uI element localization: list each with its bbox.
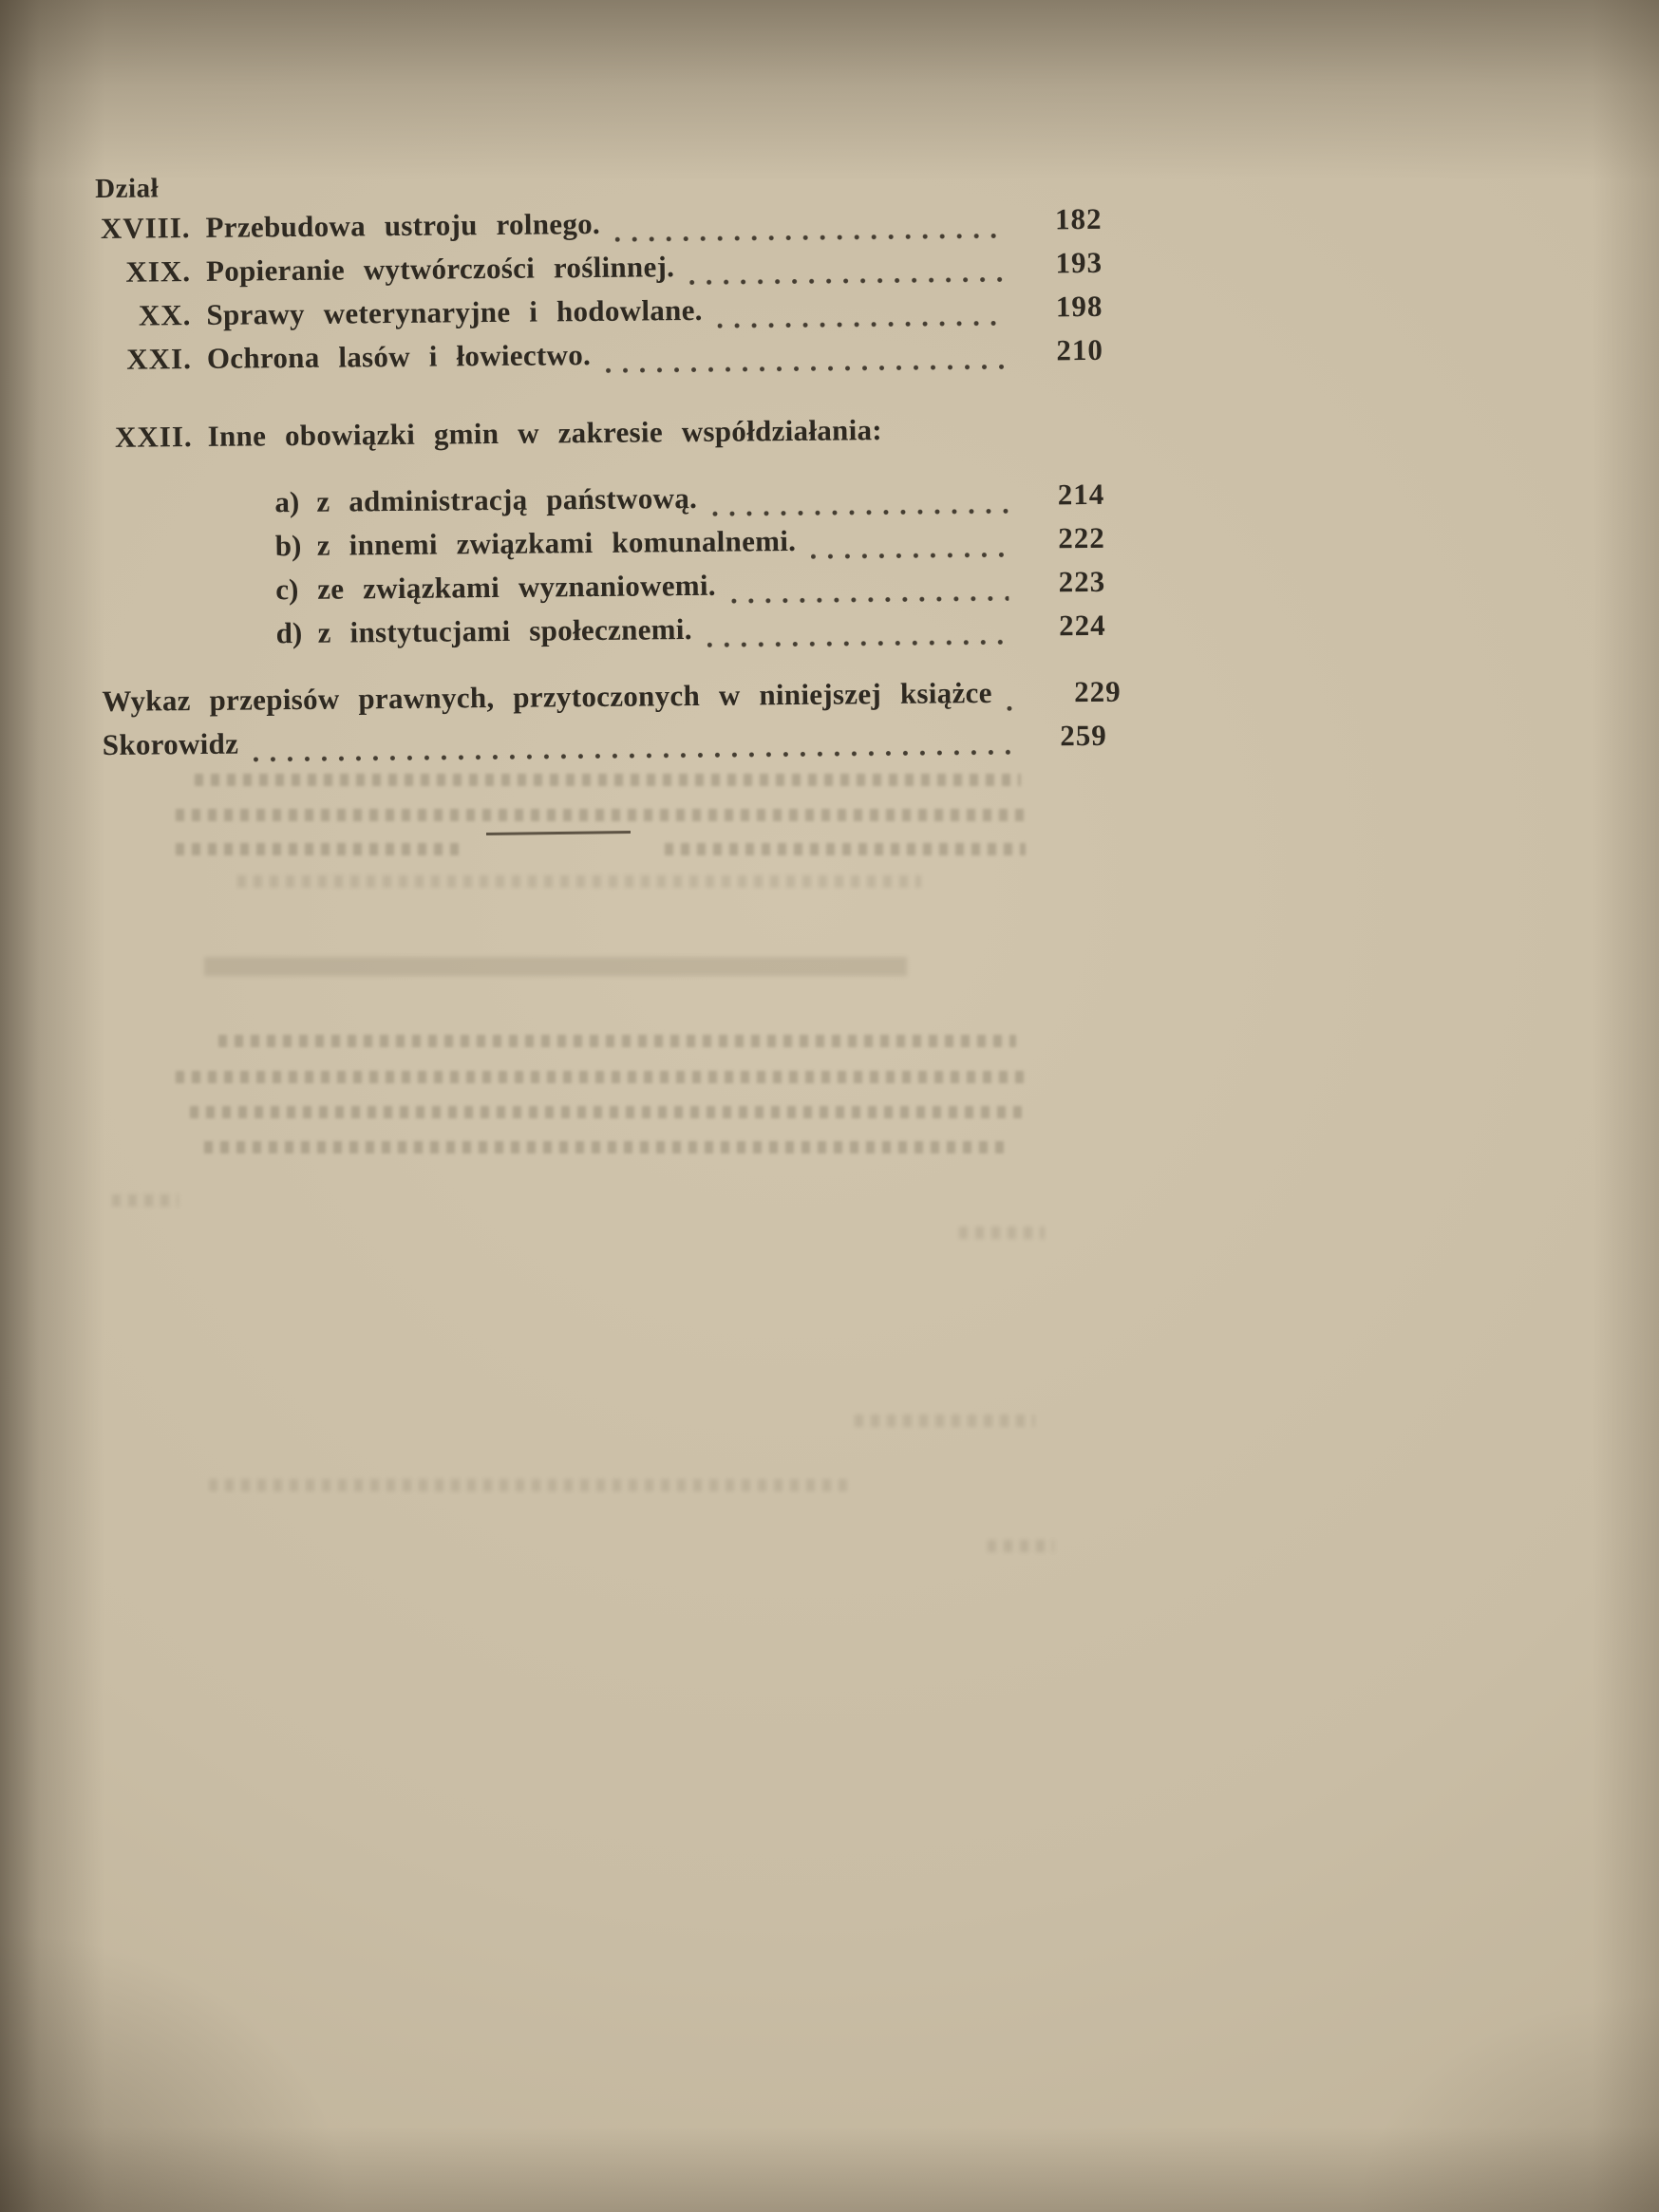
footer-entry-page: 259 — [1060, 718, 1107, 753]
bleedthrough-line — [176, 809, 1030, 821]
subentry-title: ze związkami wyznaniowemi. — [317, 568, 717, 606]
dot-leader — [731, 596, 1009, 604]
footer-entry-title: Wykaz przepisów prawnych, przytoczonych w niniejszej książce — [102, 675, 992, 718]
bleedthrough-line — [204, 1141, 1011, 1153]
subentry-label: b) — [274, 528, 302, 563]
bleedthrough-line — [237, 875, 921, 888]
bleedthrough-mark — [112, 1194, 179, 1207]
bleedthrough-mark — [988, 1540, 1054, 1552]
subentry-title: z innemi związkami komunalnemi. — [316, 523, 797, 562]
toc-entry-title: Popieranie wytwórczości roślinnej. — [205, 250, 675, 288]
dot-leader — [689, 277, 1006, 285]
subentry-page: 214 — [1057, 477, 1105, 512]
toc-entry-title: Sprawy weterynaryjne i hodowlane. — [206, 292, 703, 331]
subentry-title: z instytucjami społecznemi. — [317, 612, 692, 649]
bleedthrough-line — [218, 1035, 1016, 1047]
bleedthrough-mark — [855, 1415, 1035, 1427]
bleedthrough-line — [190, 1106, 1026, 1118]
toc-section-numeral: XXII. — [114, 420, 193, 454]
bleedthrough-heading — [204, 957, 907, 976]
footer-entry-page: 229 — [1074, 674, 1122, 709]
subentry-label: c) — [275, 572, 299, 607]
toc-entry-page: 210 — [1056, 332, 1104, 367]
dot-leader — [606, 365, 1007, 373]
subentry-title: z administracją państwową. — [316, 480, 698, 518]
toc-entry-page: 182 — [1054, 201, 1103, 236]
toc-subentries — [86, 478, 1106, 662]
toc-entry-title: Ochrona lasów i łowiectwo. — [206, 338, 592, 375]
toc-entry — [85, 333, 1103, 386]
toc-entry-numeral: XX. — [138, 298, 192, 332]
subentry-page: 223 — [1058, 564, 1106, 599]
toc-entry-title: Przebudowa ustroju rolnego. — [205, 206, 601, 244]
subentry-label: d) — [275, 615, 303, 650]
dot-leader — [254, 750, 1010, 762]
table-of-contents — [84, 164, 1122, 772]
subentry-label: a) — [274, 484, 300, 519]
dot-leader — [1008, 706, 1025, 711]
column-header: Dział — [95, 173, 160, 205]
section-divider-rule — [486, 831, 631, 835]
index-entry — [89, 719, 1107, 772]
toc-subentry — [88, 609, 1106, 662]
toc-footer-entries — [88, 674, 1122, 772]
subentry-page: 222 — [1058, 520, 1105, 555]
toc-entry-page: 198 — [1055, 289, 1103, 324]
dot-leader — [712, 509, 1008, 516]
dot-leader — [615, 234, 1006, 242]
dot-leader — [707, 640, 1009, 647]
footer-entry-title: Skorowidz — [102, 726, 239, 761]
toc-section-header — [86, 411, 1104, 464]
toc-entry-page: 193 — [1055, 245, 1103, 280]
bleedthrough-line — [176, 843, 461, 855]
toc-entry-numeral: XVIII. — [100, 211, 191, 245]
toc-section-title: Inne obowiązki gmin w zakresie współdziałania: — [207, 413, 883, 453]
bleedthrough-line — [209, 1479, 855, 1491]
toc-entry-numeral: XXI. — [126, 342, 193, 376]
bleedthrough-line — [176, 1071, 1030, 1083]
dot-leader — [718, 321, 1007, 328]
bleedthrough-mark — [959, 1227, 1045, 1239]
bleedthrough-line — [195, 774, 1021, 786]
dot-leader — [811, 553, 1009, 559]
bleedthrough-line — [665, 843, 1026, 855]
toc-entry-numeral: XIX. — [125, 254, 192, 289]
subentry-page: 224 — [1058, 608, 1106, 643]
